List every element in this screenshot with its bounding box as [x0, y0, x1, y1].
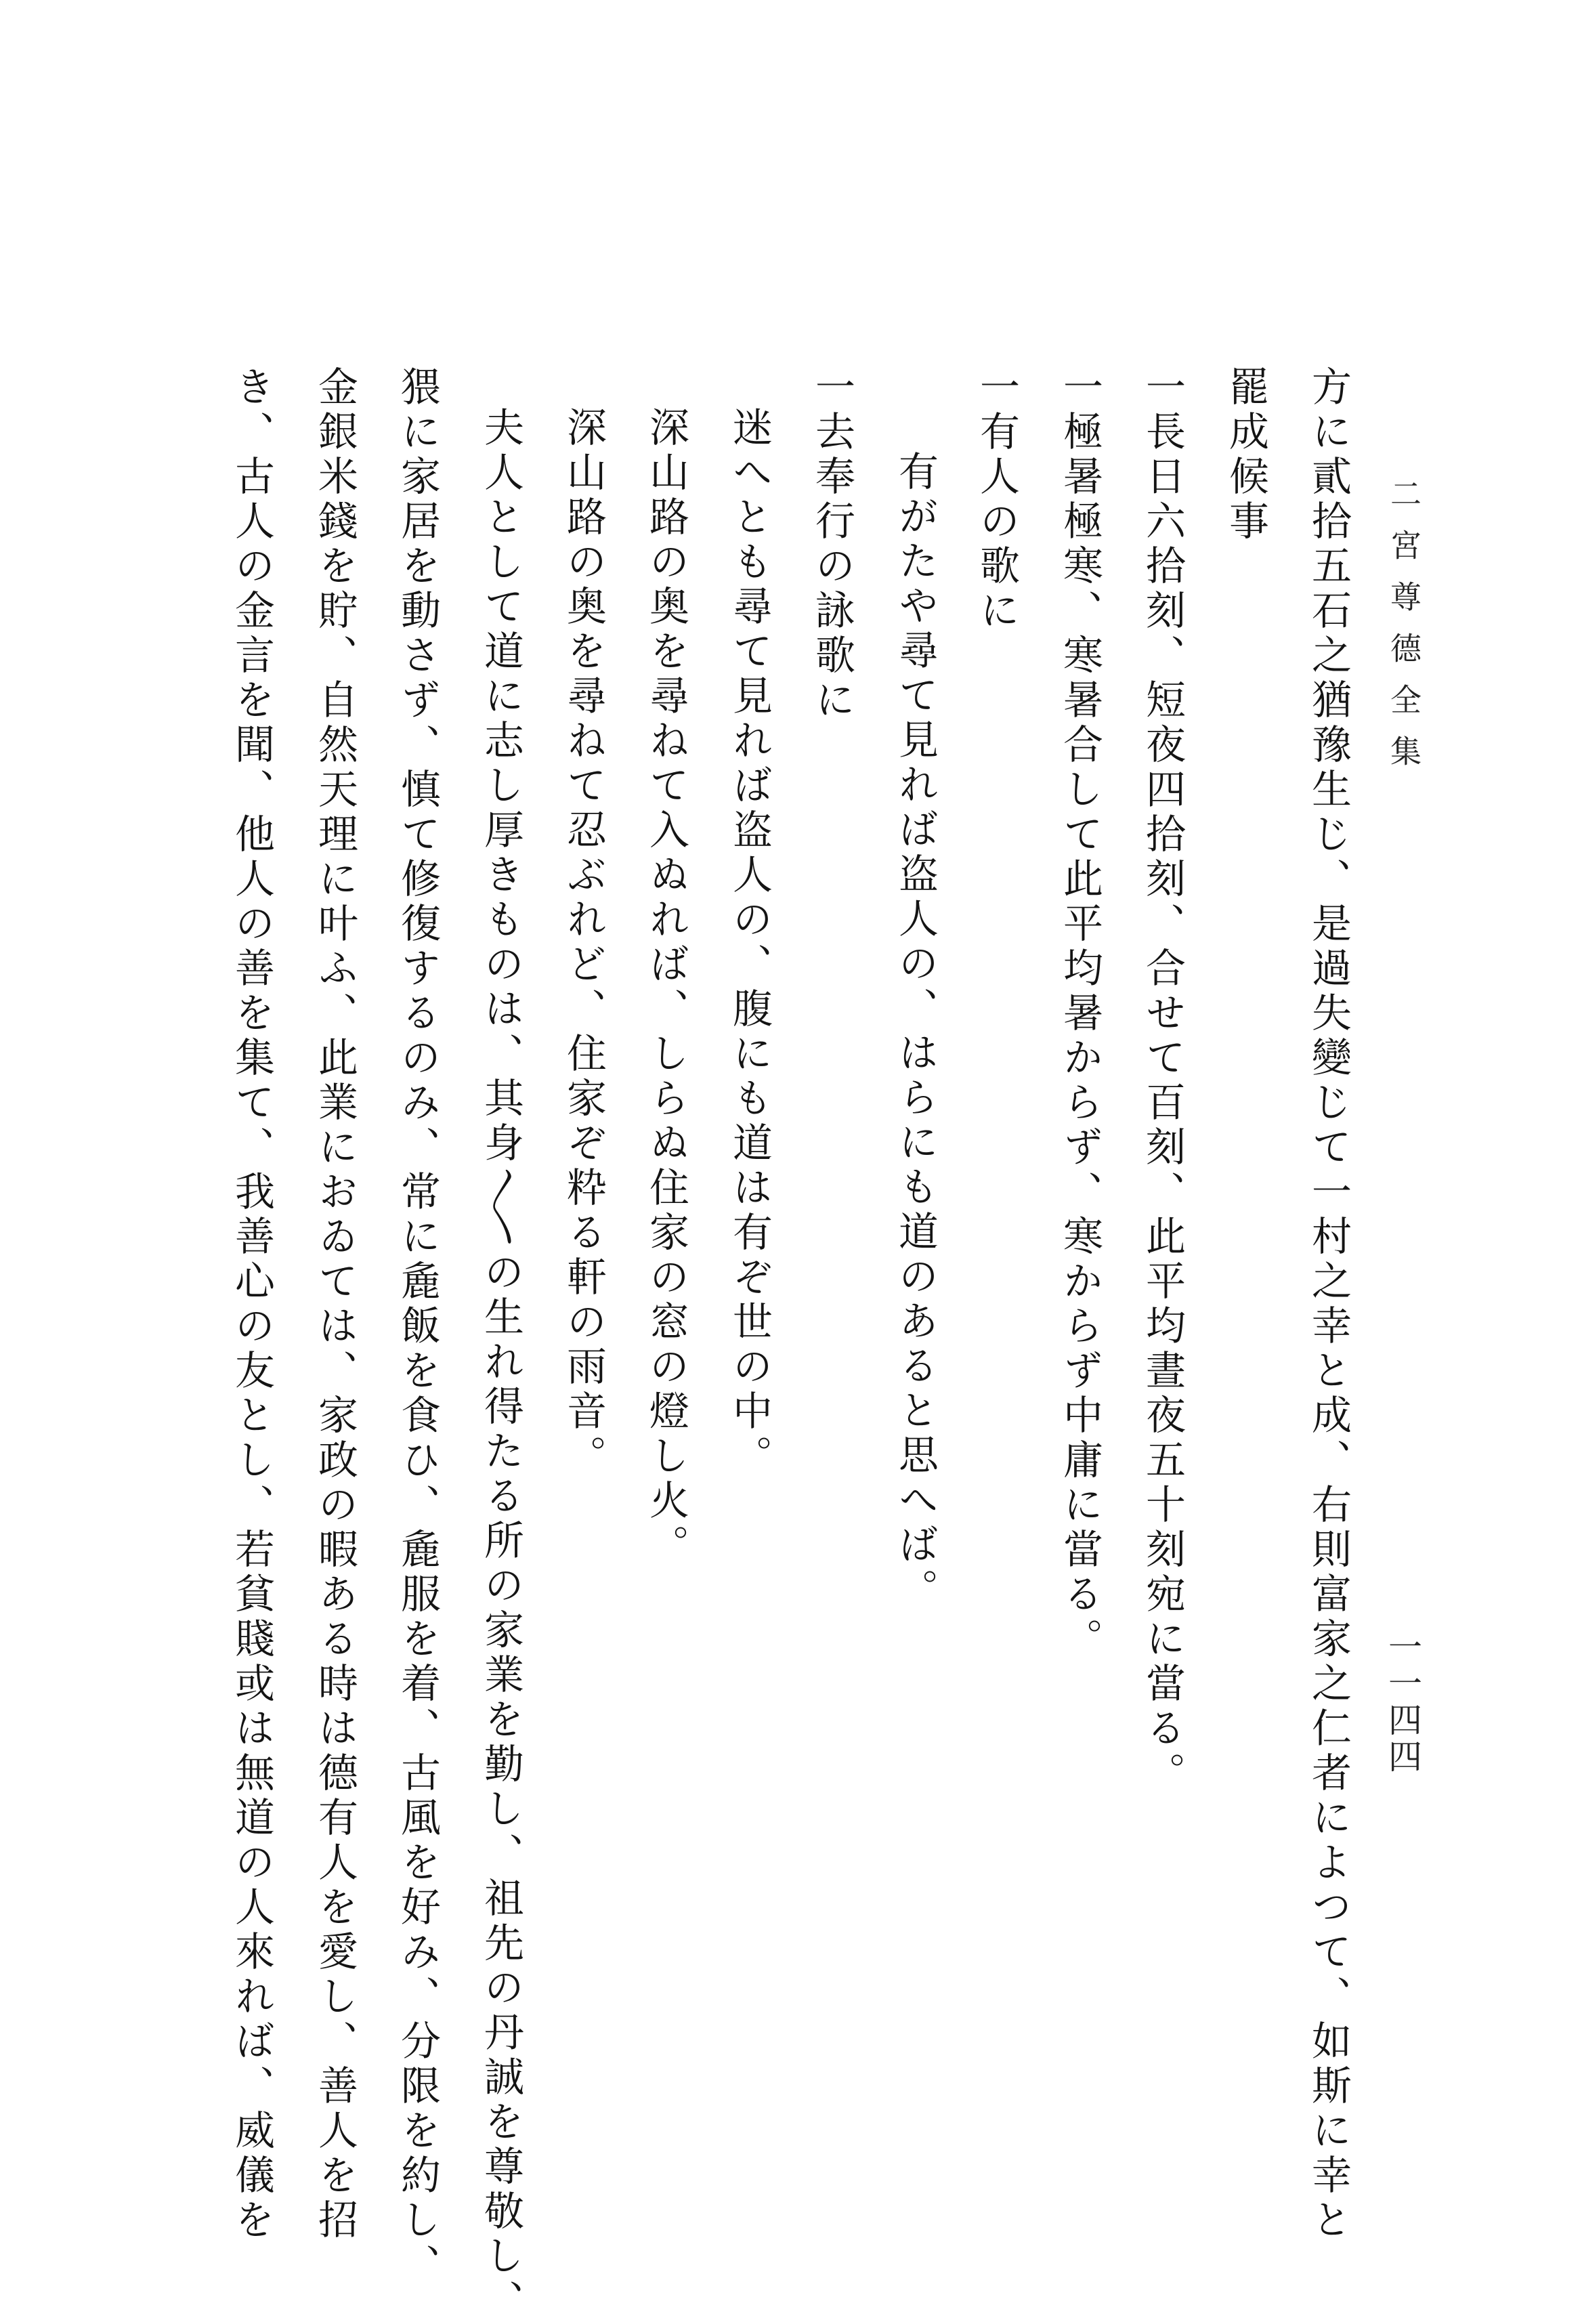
text-line: 深山路の奥を尋ねて入ぬれば、しらぬ住家の窓の燈し火。 [643, 406, 689, 1569]
text-line: 一長日六拾刻、短夜四拾刻、合せて百刻、此平均晝夜五十刻宛に當る。 [1139, 366, 1186, 1796]
text-line: 金銀米錢を貯、自然天理に叶ふ、此業におゐては、家政の暇ある時は德有人を愛し、善人を招 [312, 366, 358, 2243]
text-line: き、古人の金言を聞、他人の善を集て、我善心の友とし、若貧賤或は無道の人來れば、威儀を [228, 366, 275, 2243]
text-line: 一去奉行の詠歌に [809, 366, 855, 723]
text-line: 迷へとも尋て見れば盗人の、腹にも道は有ぞ世の中。 [726, 406, 773, 1479]
text-line: 一有人の歌に [973, 366, 1020, 634]
text-line: 罷成候事 [1222, 366, 1269, 545]
text-line: 夫人として道に志し厚きものは、其身〳〵の生れ得たる所の家業を勤し、祖先の丹誠を尊敬し、 [477, 406, 524, 2324]
text-line: 猥に家居を動さず、慎て修復するのみ、常に麁飯を食ひ、麁服を着、古風を好み、分限を約し、 [394, 366, 441, 2288]
text-line: 一極暑極寒、寒暑合して此平均暑からず、寒からず中庸に當る。 [1056, 366, 1103, 1662]
running-header-title: 二宮尊德全集 [1386, 478, 1422, 786]
text-line: 方に貳拾五石之猶豫生じ、是過失變じて一村之幸と成、右則富家之仁者によつて、如斯に幸と [1305, 366, 1352, 2243]
text-line: 有がたや尋て見れば盗人の、はらにも道のあると思へば。 [892, 450, 939, 1613]
page-number: 一一四四 [1383, 1629, 1422, 1775]
text-line: 深山路の奥を尋ねて忍ぶれど、住家ぞ粋る軒の雨音。 [560, 406, 607, 1479]
